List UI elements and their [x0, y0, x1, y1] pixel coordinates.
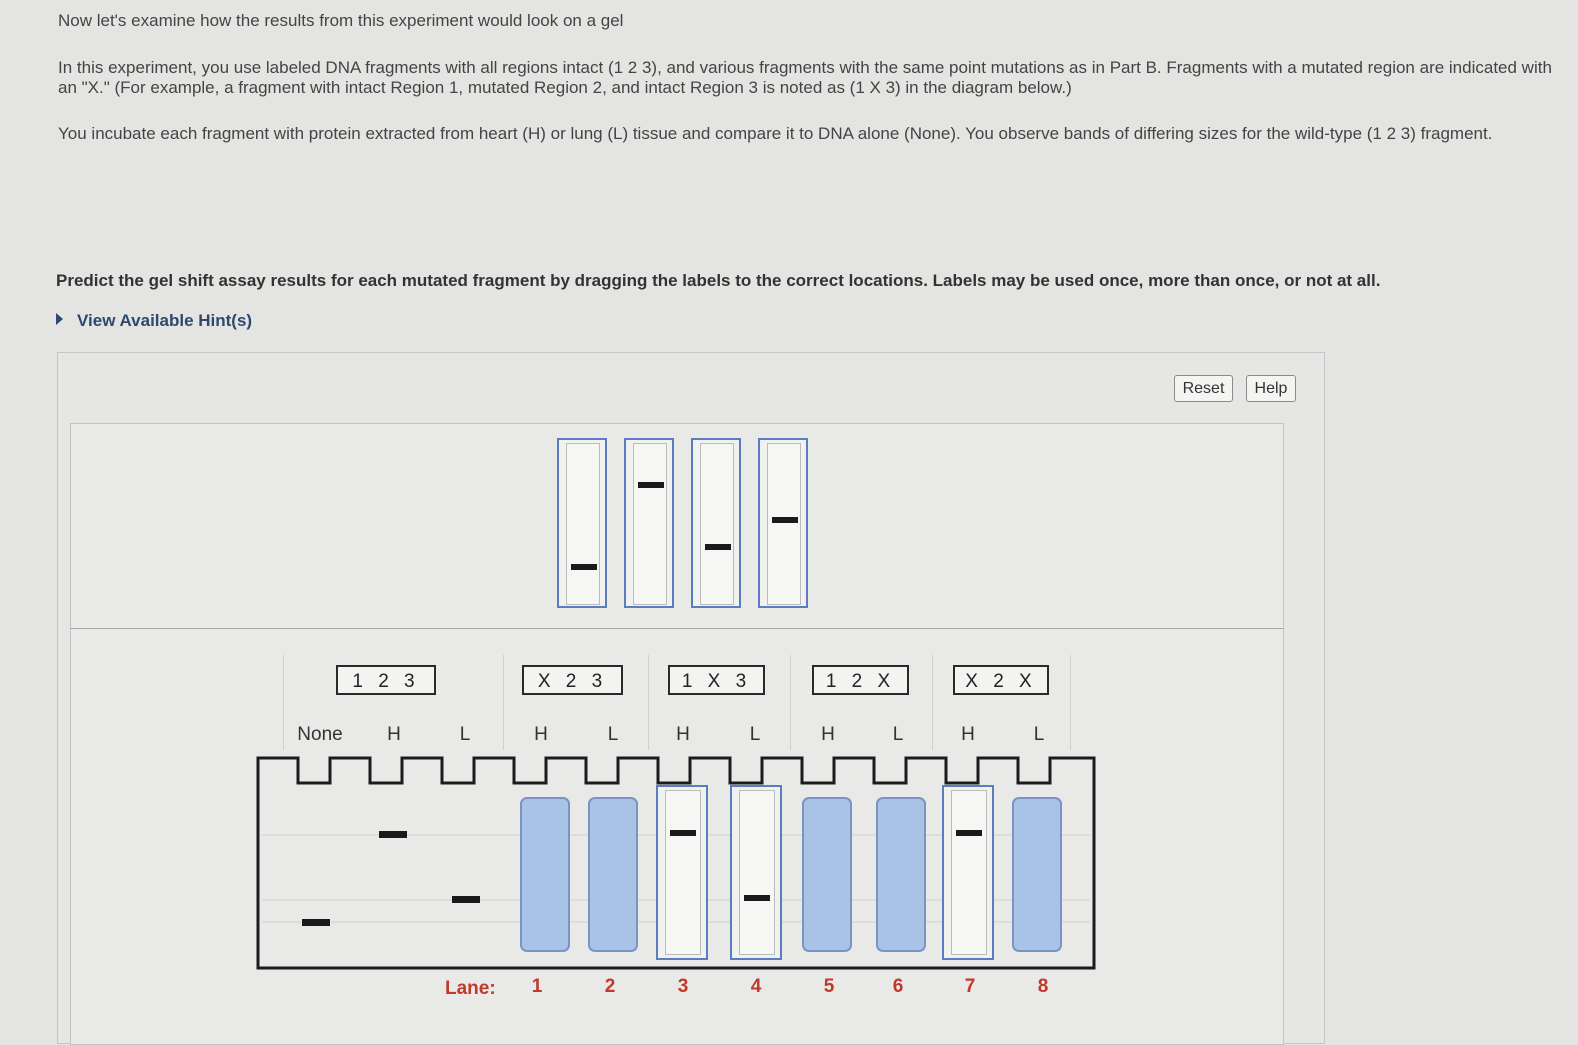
tile-lane — [951, 790, 987, 955]
column-label-none: None — [297, 724, 343, 745]
lane-8-drop-target[interactable] — [1012, 797, 1062, 952]
fragment-label-x-2-x: X 2 X — [953, 665, 1049, 695]
column-label-h: H — [961, 724, 975, 745]
band-heart — [379, 831, 407, 838]
reset-button[interactable]: Reset — [1174, 375, 1233, 402]
lane-number-3: 3 — [677, 976, 689, 997]
fragment-label-1-2-x: 1 2 X — [812, 665, 909, 695]
column-label-l: L — [459, 724, 471, 745]
tile-band — [956, 830, 982, 836]
intro-text: Now let's examine how the results from this experiment would look on a gel — [58, 11, 624, 30]
column-label-l: L — [607, 724, 619, 745]
lane-label: Lane: — [445, 978, 496, 999]
band-lung — [452, 896, 480, 903]
lane-5-drop-target[interactable] — [802, 797, 852, 952]
incubation-description: You incubate each fragment with protein extracted from heart (H) or lung (L) tissue and compare it to DNA alone (None). You observe bands of differing sizes for the wild-type (1 2 3) fragment. — [58, 124, 1493, 143]
lane-number-1: 1 — [531, 976, 543, 997]
tile-lane — [665, 790, 701, 955]
fragment-label-x-2-3: X 2 3 — [522, 665, 623, 695]
lane-6-drop-target[interactable] — [876, 797, 926, 952]
column-label-h: H — [676, 724, 690, 745]
lane-number-5: 5 — [823, 976, 835, 997]
lane-number-6: 6 — [892, 976, 904, 997]
band-none — [302, 919, 330, 926]
fragment-label-1-2-3: 1 2 3 — [336, 665, 436, 695]
column-label-h: H — [821, 724, 835, 745]
tile-lane — [739, 790, 775, 955]
tile-band — [744, 895, 770, 901]
lane-3-placed-label[interactable] — [656, 785, 708, 960]
column-label-h: H — [534, 724, 548, 745]
column-label-l: L — [1033, 724, 1045, 745]
column-label-l: L — [892, 724, 904, 745]
lane-number-2: 2 — [604, 976, 616, 997]
lane-2-drop-target[interactable] — [588, 797, 638, 952]
help-button[interactable]: Help — [1246, 375, 1296, 402]
lane-1-drop-target[interactable] — [520, 797, 570, 952]
experiment-description: In this experiment, you use labeled DNA fragments with all regions intact (1 2 3), and various fragments with the same point mutations as in Part B. Fragments with a mutated region are indicated with an "X." (For example, a fragment with intact Region 1, mutated Region 2, and intact Region 3 is noted as (1 X 3) in the diagram below.) — [58, 58, 1552, 97]
lane-4-placed-label[interactable] — [730, 785, 782, 960]
instruction-text: Predict the gel shift assay results for each mutated fragment by dragging the labels to the correct locations. Labels may be used once, more than once, or not at all. — [56, 271, 1381, 290]
fragment-label-1-x-3: 1 X 3 — [668, 665, 765, 695]
tile-band — [670, 830, 696, 836]
lane-number-8: 8 — [1037, 976, 1049, 997]
lane-7-placed-label[interactable] — [942, 785, 994, 960]
lane-number-4: 4 — [750, 976, 762, 997]
lane-number-7: 7 — [964, 976, 976, 997]
view-hints-label: View Available Hint(s) — [77, 311, 253, 330]
column-label-h: H — [387, 724, 401, 745]
column-label-l: L — [749, 724, 761, 745]
